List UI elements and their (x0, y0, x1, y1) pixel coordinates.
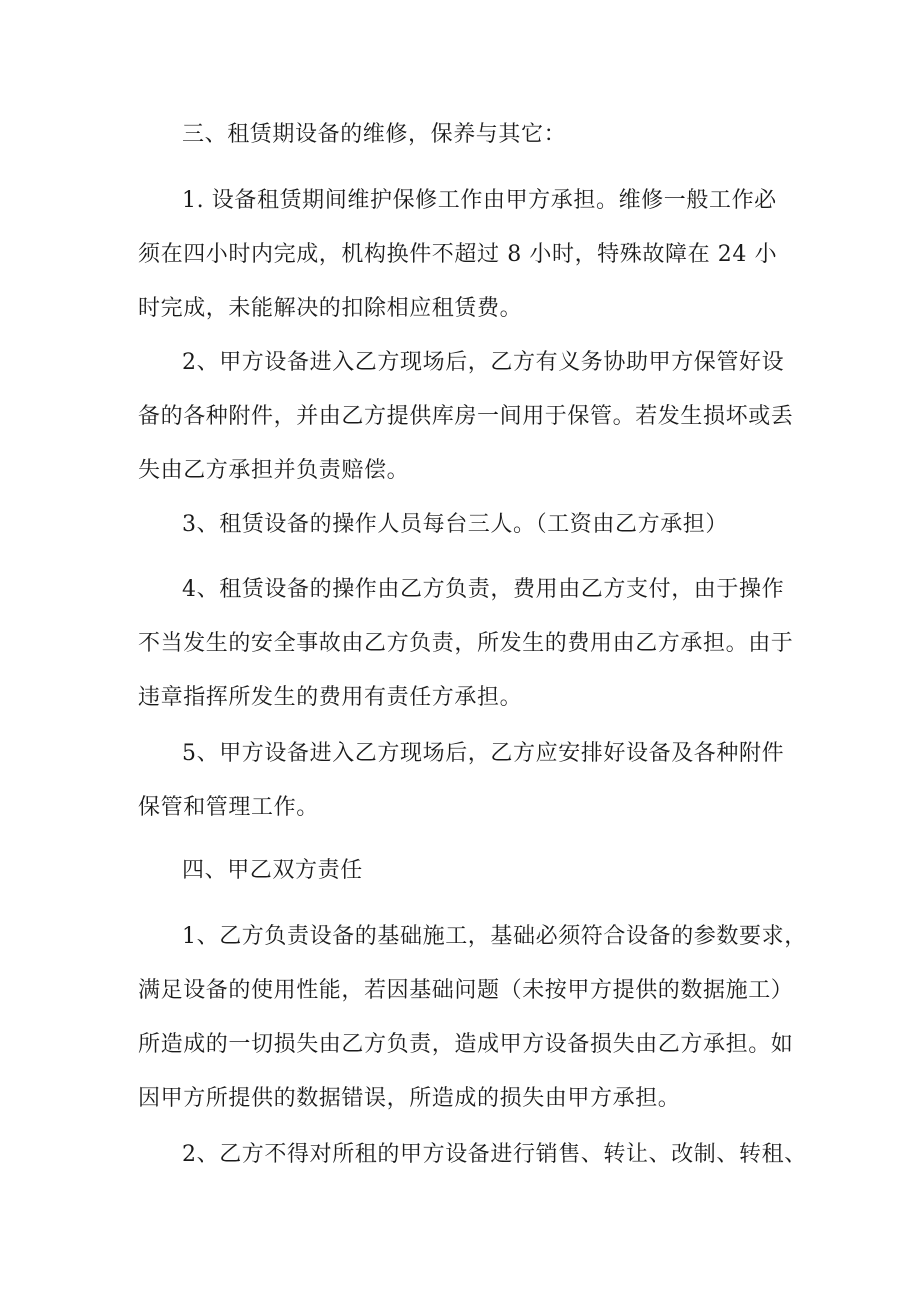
section-4-heading: 四、甲乙双方责任 (182, 858, 363, 883)
section-3-heading: 三、租赁期设备的维修，保养与其它： (182, 122, 567, 147)
paragraph-line: 时完成，未能解决的扣除相应租赁费。 (138, 296, 523, 321)
paragraph-line: 因甲方所提供的数据错误，所造成的损失由甲方承担。 (138, 1086, 681, 1111)
paragraph-line: 2、甲方设备进入乙方现场后，乙方有义务协助甲方保管好设 (182, 350, 785, 375)
section-3-item-5 (138, 727, 798, 835)
section-3-item-4 (138, 563, 798, 725)
paragraph-line: 不当发生的安全事故由乙方负责，所发生的费用由乙方承担。由于 (138, 631, 794, 656)
paragraph-line: 备的各种附件，并由乙方提供库房一间用于保管。若发生损坏或丢 (138, 404, 794, 429)
paragraph-line: 1. 设备租赁期间维护保修工作由甲方承担。维修一般工作必 (182, 188, 777, 213)
paragraph-line: 2、乙方不得对所租的甲方设备进行销售、转让、改制、转租、 (182, 1142, 807, 1167)
section-4-item-2 (138, 1128, 807, 1182)
paragraph-line: 须在四小时内完成，机构换件不超过 8 小时，特殊故障在 24 小 (138, 242, 778, 267)
section-4-item-1 (138, 910, 807, 1126)
section-3-item-3 (138, 498, 798, 552)
section-3-item-2 (138, 336, 798, 498)
paragraph-line: 违章指挥所发生的费用有责任方承担。 (138, 685, 523, 710)
paragraph-line: 保管和管理工作。 (138, 795, 319, 820)
paragraph-line: 满足设备的使用性能，若因基础问题（未按甲方提供的数据施工） (138, 978, 794, 1003)
section-3-item-1 (138, 174, 798, 336)
paragraph-line: 3、租赁设备的操作人员每台三人。（工资由乙方承担） (182, 512, 728, 537)
paragraph-line: 4、租赁设备的操作由乙方负责，费用由乙方支付，由于操作 (182, 577, 785, 602)
paragraph-line: 失由乙方承担并负责赔偿。 (138, 458, 410, 483)
paragraph-line: 1、乙方负责设备的基础施工，基础必须符合设备的参数要求， (182, 924, 807, 949)
paragraph-line: 5、甲方设备进入乙方现场后，乙方应安排好设备及各种附件 (182, 741, 785, 766)
paragraph-line: 所造成的一切损失由乙方负责，造成甲方设备损失由乙方承担。如 (138, 1032, 794, 1057)
